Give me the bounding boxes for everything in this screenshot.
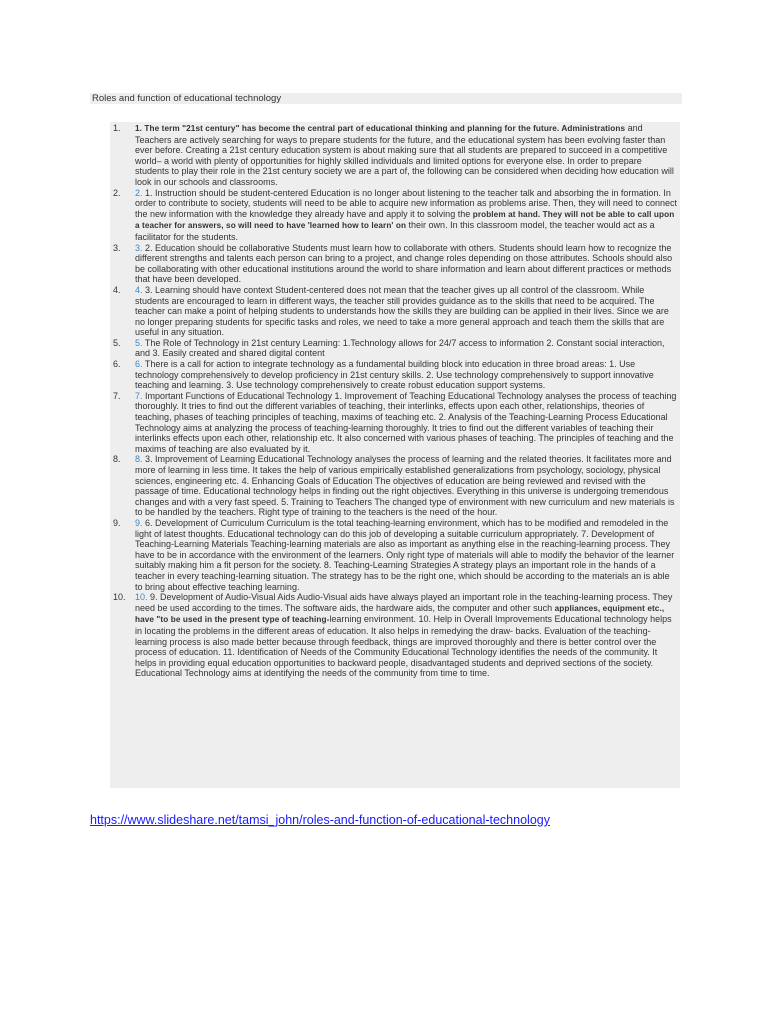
list-item-ref-number[interactable]: 2. <box>135 187 143 198</box>
text-fragment: 2. Education should be collaborative Students must learn how to collaborate with others. Students should learn how to recognize the different strengths and talents each person can bring to a project, and change roles depending on those attributes. Schools should also be collaborating with other educational institutions around the world to share information and learn about different practices or methods that have been developed. <box>135 242 673 285</box>
list-item <box>90 391 678 455</box>
text-fragment: their own. In this classroom model, the teacher would act as a facilitator for the students. <box>135 220 655 242</box>
text-fragment: 1. The term "21st century" has become the central part of educational thinking and planning for the future. Administrations <box>135 124 626 133</box>
text-fragment: learning environment. 10. Help in Overall Improvements Educational technology helps in locating the problems in the different areas of education. It also helps in remedying the draw- backs. Evaluation of the teaching-learning process is also made better because through feedback, things are improved thoroughly and there is better control over the process of education. 11. Identification of Needs of the Community Educational Technology identifies the needs of the community. It helps in providing equal education opportunities to backward people, disadvantaged students and deprived sections of the society. Educational Technology aims at identifying the needs of the community from time to time. <box>135 614 672 679</box>
text-fragment: and Teachers are actively searching for ways to prepare students for the future, and the educational system has been evolving faster than ever before. Creating a 21st century education system is about making sure that all students are prepared to succeed in a competitive world– a world with plenty of opportunities for highly skilled individuals and limited options for everyone else. In order to prepare students to play their role in the 21st century society we are a part of, the following can be considered when deciding how education will look in our schools and classrooms. <box>135 123 674 187</box>
list-item-text <box>135 592 678 679</box>
list-item <box>90 123 678 188</box>
text-fragment: 1. Instruction should be student-centered Education is no longer about listening to the teacher talk and absorbing the in formation. In order to contribute to society, students will need to be able to acquire new information as problems arise. Then, they will need to connect the new information with the knowledge they already have and apply it to solving the <box>135 187 677 219</box>
list-item-text <box>135 188 678 243</box>
list-item-number: 9. <box>113 517 121 528</box>
text-fragment: The Role of Technology in 21st century Learning: 1.Technology allows for 24/7 access to information 2. Constant social interaction, and 3. Easily created and shared digital content <box>135 337 665 359</box>
text-fragment: 9. Development of Audio-Visual Aids Audio-Visual aids have always played an important role in the teaching-learning process. They need be used according to the times. The software aids, the hardware aids, the computer and other such <box>135 592 673 613</box>
list-item-number: 8. <box>113 454 121 465</box>
list-item-ref-number[interactable]: 6. <box>135 359 143 370</box>
list-item-text <box>135 338 678 359</box>
list-item-text <box>135 285 678 338</box>
list-item-text <box>135 123 678 188</box>
list-item-text <box>135 454 678 518</box>
list-item-number: 4. <box>113 284 121 295</box>
list-item-number: 3. <box>113 242 121 253</box>
list-item-text <box>135 243 678 285</box>
document-title: Roles and function of educational technology <box>90 93 682 104</box>
list-item <box>90 518 678 592</box>
source-link[interactable]: https://www.slideshare.net/tamsi_john/roles-and-function-of-educational-technology <box>90 813 550 827</box>
list-item-text <box>135 359 678 391</box>
text-fragment: problem at hand. They will not be able to call upon a teacher for answers, so will need to have 'learned how to learn' on <box>135 209 675 231</box>
list-item-ref-number[interactable]: 8. <box>135 454 143 465</box>
text-fragment: appliances, equipment etc., have "to be used in the present type of teaching- <box>135 603 665 625</box>
list-item-ref-number[interactable]: 3. <box>135 242 143 253</box>
list-item-number: 2. <box>113 187 121 198</box>
list-item-ref-number[interactable]: 4. <box>135 284 143 295</box>
text-fragment: 6. Development of Curriculum Curriculum is the total teaching-learning environment, which has to be modified and remodeled in the light of latest thoughts. Educational technology can do this job of developing a suitable curriculum appropriately. 7. Development of Teaching-Learning Materials Teaching-learning materials are also as important as anything else in the reaching-learning process. They have to be in accordance with the environment of the learners. Only right type of materials will able to modify the behavior of the learner suitably making him a fit person for the society. 8. Teaching-Learning Strategies A strategy plays an important role in the hands of a teacher in every teaching-learning situation. The strategy has to be the right one, which should be according to the materials an is able to bring about effective teaching learning. <box>135 517 675 592</box>
list-item-number: 10. <box>113 592 126 603</box>
text-fragment: 3. Improvement of Learning Educational Technology analyses the process of learning and the related theories. It facilitates more and more of learning in less time. It takes the help of various empirically established generalizations from psychology, sociology, physical sciences, engineering etc. 4. Enhancing Goals of Education The objectives of education are being reviewed and revised with the passage of time. Educational technology helps in finding out the right objectives. Everything in this universe is undergoing tremendous changes and with a very fast speed. 5. Training to Teachers The changed type of environment with new curriculum and new materials is to be handled by the teachers. Right type of training to the teachers is the need of the hour. <box>135 454 675 518</box>
list-item-ref-number[interactable]: 5. <box>135 337 143 348</box>
list-item-number: 7. <box>113 390 121 401</box>
list-item-text <box>135 518 678 592</box>
list-item-ref-number[interactable]: 7. <box>135 390 143 401</box>
list-item <box>90 285 678 338</box>
list-item <box>90 359 678 391</box>
numbered-list <box>90 123 678 679</box>
text-fragment: Important Functions of Educational Technology 1. Improvement of Teaching Educational Technology analyses the process of teaching thoroughly. It tries to find out the different variables of teaching, their interlinks, effects upon each other, relationships, theories of teaching, phases of teaching principles of teaching, maxims of teaching etc. 2. Analysis of the Teaching-Learning Process Educational Technology aims at analyzing the process of teaching-learning thoroughly. It tries to find out the different variables of teaching their interlinks effects upon each other, relationship etc. It also concerned with various phases of teaching. The principles of teaching and the maxims of teaching are also evaluated by it. <box>135 390 677 454</box>
list-item <box>90 338 678 359</box>
list-item <box>90 454 678 518</box>
text-fragment: There is a call for action to integrate technology as a fundamental building block into education in three broad areas: 1. Use technology comprehensively to develop proficiency in 21st century skills. 2. Use technology comprehensively to support innovative teaching and learning. 3. Use technology comprehensively to create robust education support systems. <box>135 359 654 391</box>
list-item-ref-number[interactable]: 10. <box>135 592 148 603</box>
list-item <box>90 188 678 243</box>
list-item <box>90 592 678 679</box>
list-item-number: 5. <box>113 337 121 348</box>
list-item-ref-number[interactable]: 9. <box>135 517 143 528</box>
list-item <box>90 243 678 285</box>
list-item-number: 6. <box>113 359 121 370</box>
list-item-text <box>135 391 678 455</box>
list-item-number: 1. <box>113 123 121 133</box>
text-fragment: 3. Learning should have context Student-centered does not mean that the teacher gives up all control of the classroom. While students are encouraged to learn in different ways, the teacher still provides guidance as to the skills that need to be acquired. The teacher can make a point of helping students to understands how the skills they are building can be applied in their lives. Since we are no longer preparing students for specific tasks and roles, we need to take a more general approach and teach them the skills that are useful in any situation. <box>135 284 669 338</box>
